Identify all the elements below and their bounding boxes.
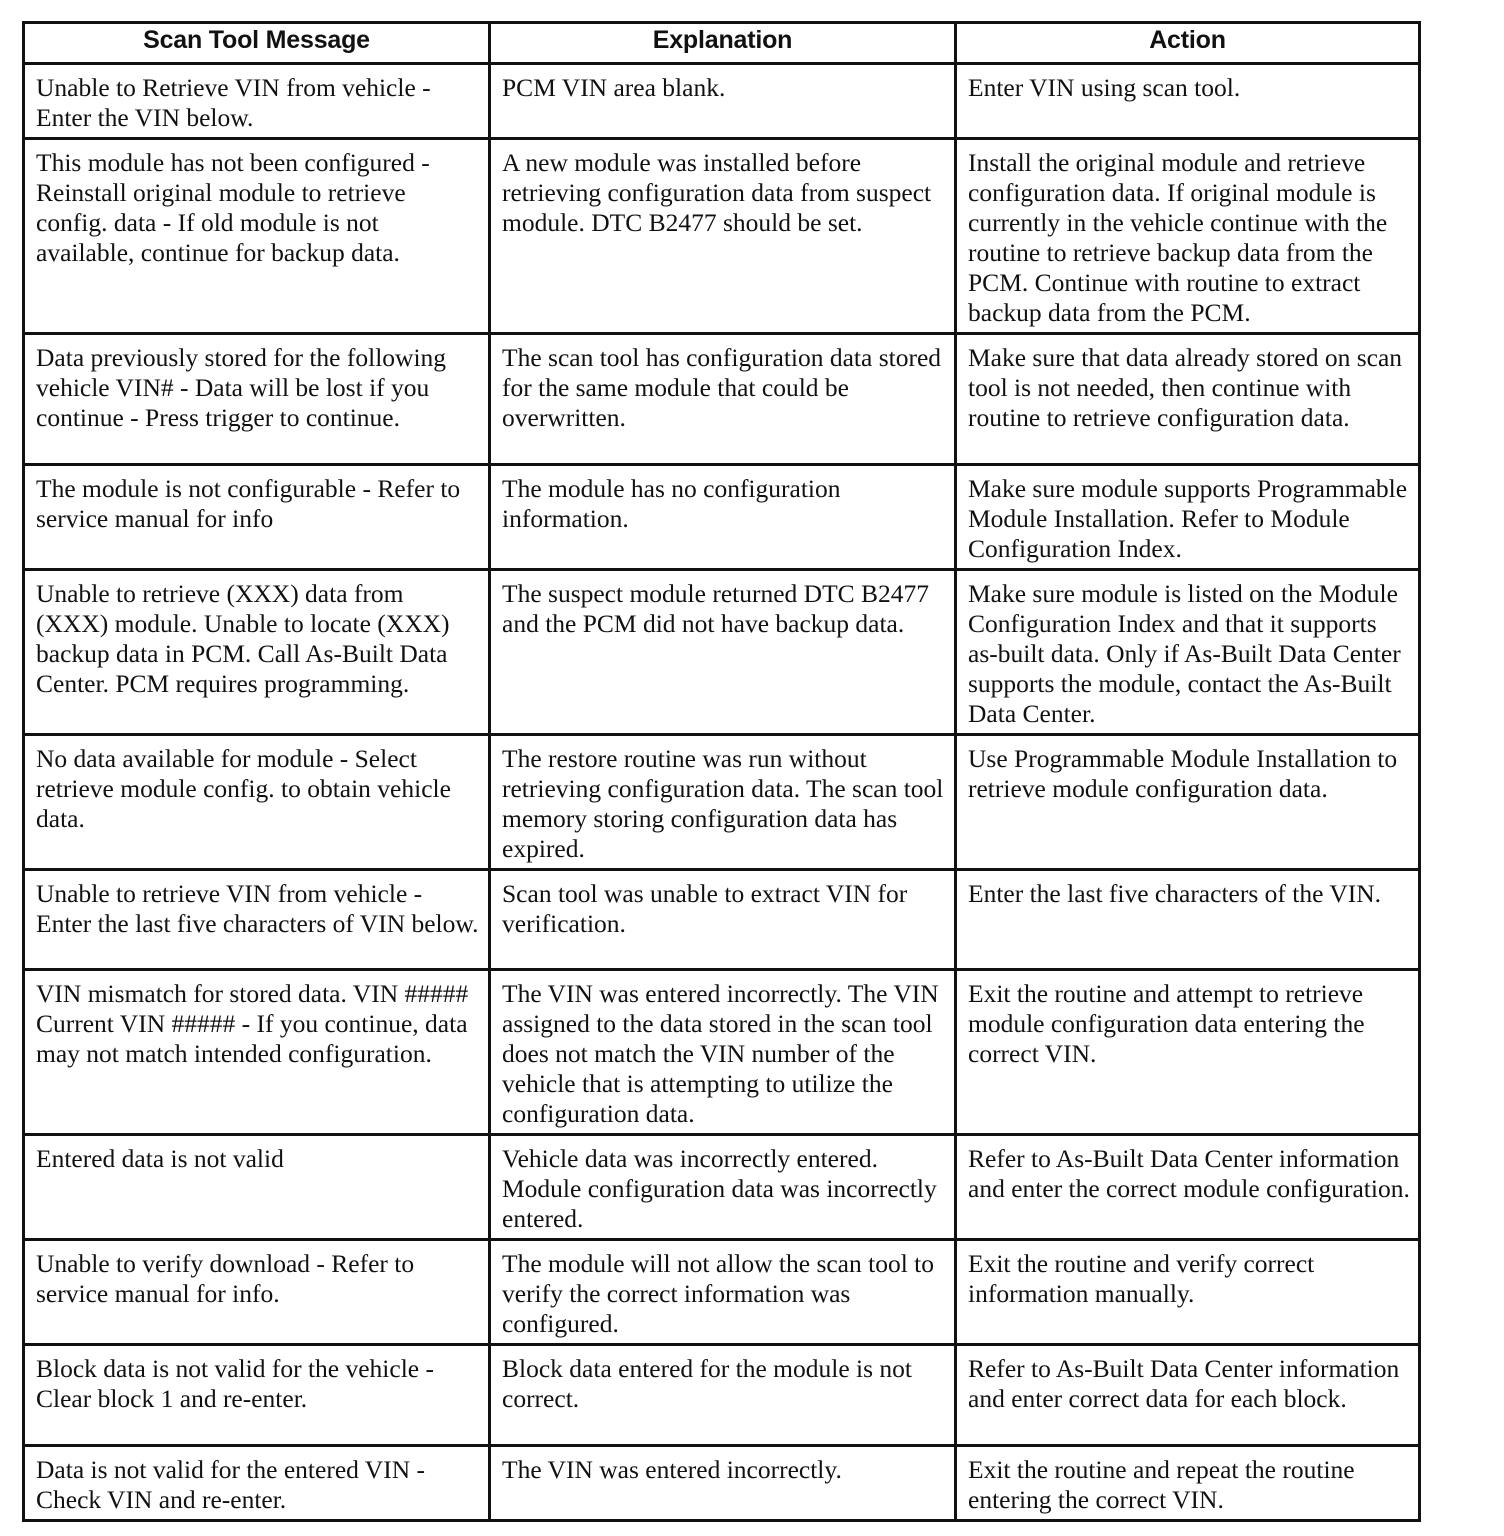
message-cell: This module has not been configured - Reinstall original module to retrieve config. data - If old module is not available, continue for backup data. <box>24 139 490 334</box>
explanation-cell: The suspect module returned DTC B2477 and the PCM did not have backup data. <box>490 570 956 735</box>
table-row <box>24 465 1420 570</box>
explanation-cell: Block data entered for the module is not correct. <box>490 1345 956 1446</box>
message-cell: Data previously stored for the following vehicle VIN# - Data will be lost if you continue - Press trigger to continue. <box>24 334 490 465</box>
message-cell: Unable to retrieve VIN from vehicle - Enter the last five characters of VIN below. <box>24 870 490 970</box>
message-cell: No data available for module - Select retrieve module config. to obtain vehicle data. <box>24 735 490 870</box>
explanation-cell: The VIN was entered incorrectly. The VIN assigned to the data stored in the scan tool does not match the VIN number of the vehicle that is attempting to utilize the configuration data. <box>490 970 956 1135</box>
action-cell: Exit the routine and verify correct information manually. <box>956 1240 1420 1345</box>
message-cell: Unable to retrieve (XXX) data from (XXX) module. Unable to locate (XXX) backup data in PCM. Call As-Built Data Center. PCM requires programming. <box>24 570 490 735</box>
table-row <box>24 1240 1420 1345</box>
table-row <box>24 139 1420 334</box>
explanation-cell: Vehicle data was incorrectly entered. Module configuration data was incorrectly entered. <box>490 1135 956 1240</box>
scan-tool-message-table <box>22 21 1421 1522</box>
explanation-cell: Scan tool was unable to extract VIN for verification. <box>490 870 956 970</box>
explanation-cell: A new module was installed before retrieving configuration data from suspect module. DTC B2477 should be set. <box>490 139 956 334</box>
explanation-cell: The module will not allow the scan tool to verify the correct information was configured. <box>490 1240 956 1345</box>
action-cell: Make sure module is listed on the Module Configuration Index and that it supports as-built data. Only if As-Built Data Center supports the module, contact the As-Built Data Center. <box>956 570 1420 735</box>
explanation-cell: The scan tool has configuration data stored for the same module that could be overwritten. <box>490 334 956 465</box>
header-action: Action <box>956 23 1420 64</box>
table-row <box>24 1135 1420 1240</box>
action-cell: Refer to As-Built Data Center information and enter correct data for each block. <box>956 1345 1420 1446</box>
action-cell: Make sure that data already stored on scan tool is not needed, then continue with routine to retrieve configuration data. <box>956 334 1420 465</box>
message-cell: Unable to Retrieve VIN from vehicle - Enter the VIN below. <box>24 64 490 139</box>
explanation-cell: The VIN was entered incorrectly. <box>490 1446 956 1521</box>
header-explanation: Explanation <box>490 23 956 64</box>
table-row <box>24 334 1420 465</box>
message-cell: Data is not valid for the entered VIN - Check VIN and re-enter. <box>24 1446 490 1521</box>
table-row <box>24 64 1420 139</box>
table-row <box>24 570 1420 735</box>
action-cell: Enter the last five characters of the VIN. <box>956 870 1420 970</box>
message-cell: VIN mismatch for stored data. VIN ##### Current VIN ##### - If you continue, data may not match intended configuration. <box>24 970 490 1135</box>
action-cell: Enter VIN using scan tool. <box>956 64 1420 139</box>
message-cell: Unable to verify download - Refer to service manual for info. <box>24 1240 490 1345</box>
message-cell: The module is not configurable - Refer to service manual for info <box>24 465 490 570</box>
action-cell: Refer to As-Built Data Center information and enter the correct module configuration. <box>956 1135 1420 1240</box>
action-cell: Exit the routine and repeat the routine entering the correct VIN. <box>956 1446 1420 1521</box>
action-cell: Use Programmable Module Installation to retrieve module configuration data. <box>956 735 1420 870</box>
table-row <box>24 870 1420 970</box>
action-cell: Install the original module and retrieve configuration data. If original module is currently in the vehicle continue with the routine to retrieve backup data from the PCM. Continue with routine to extract backup data from the PCM. <box>956 139 1420 334</box>
message-cell: Entered data is not valid <box>24 1135 490 1240</box>
message-cell: Block data is not valid for the vehicle - Clear block 1 and re-enter. <box>24 1345 490 1446</box>
explanation-cell: The module has no configuration information. <box>490 465 956 570</box>
table-row <box>24 1345 1420 1446</box>
header-row <box>24 23 1420 64</box>
header-scan-tool-message: Scan Tool Message <box>24 23 490 64</box>
table-row <box>24 1446 1420 1521</box>
table-row <box>24 970 1420 1135</box>
action-cell: Make sure module supports Programmable Module Installation. Refer to Module Configuration Index. <box>956 465 1420 570</box>
table-row <box>24 735 1420 870</box>
action-cell: Exit the routine and attempt to retrieve module configuration data entering the correct VIN. <box>956 970 1420 1135</box>
explanation-cell: PCM VIN area blank. <box>490 64 956 139</box>
explanation-cell: The restore routine was run without retrieving configuration data. The scan tool memory storing configuration data has expired. <box>490 735 956 870</box>
